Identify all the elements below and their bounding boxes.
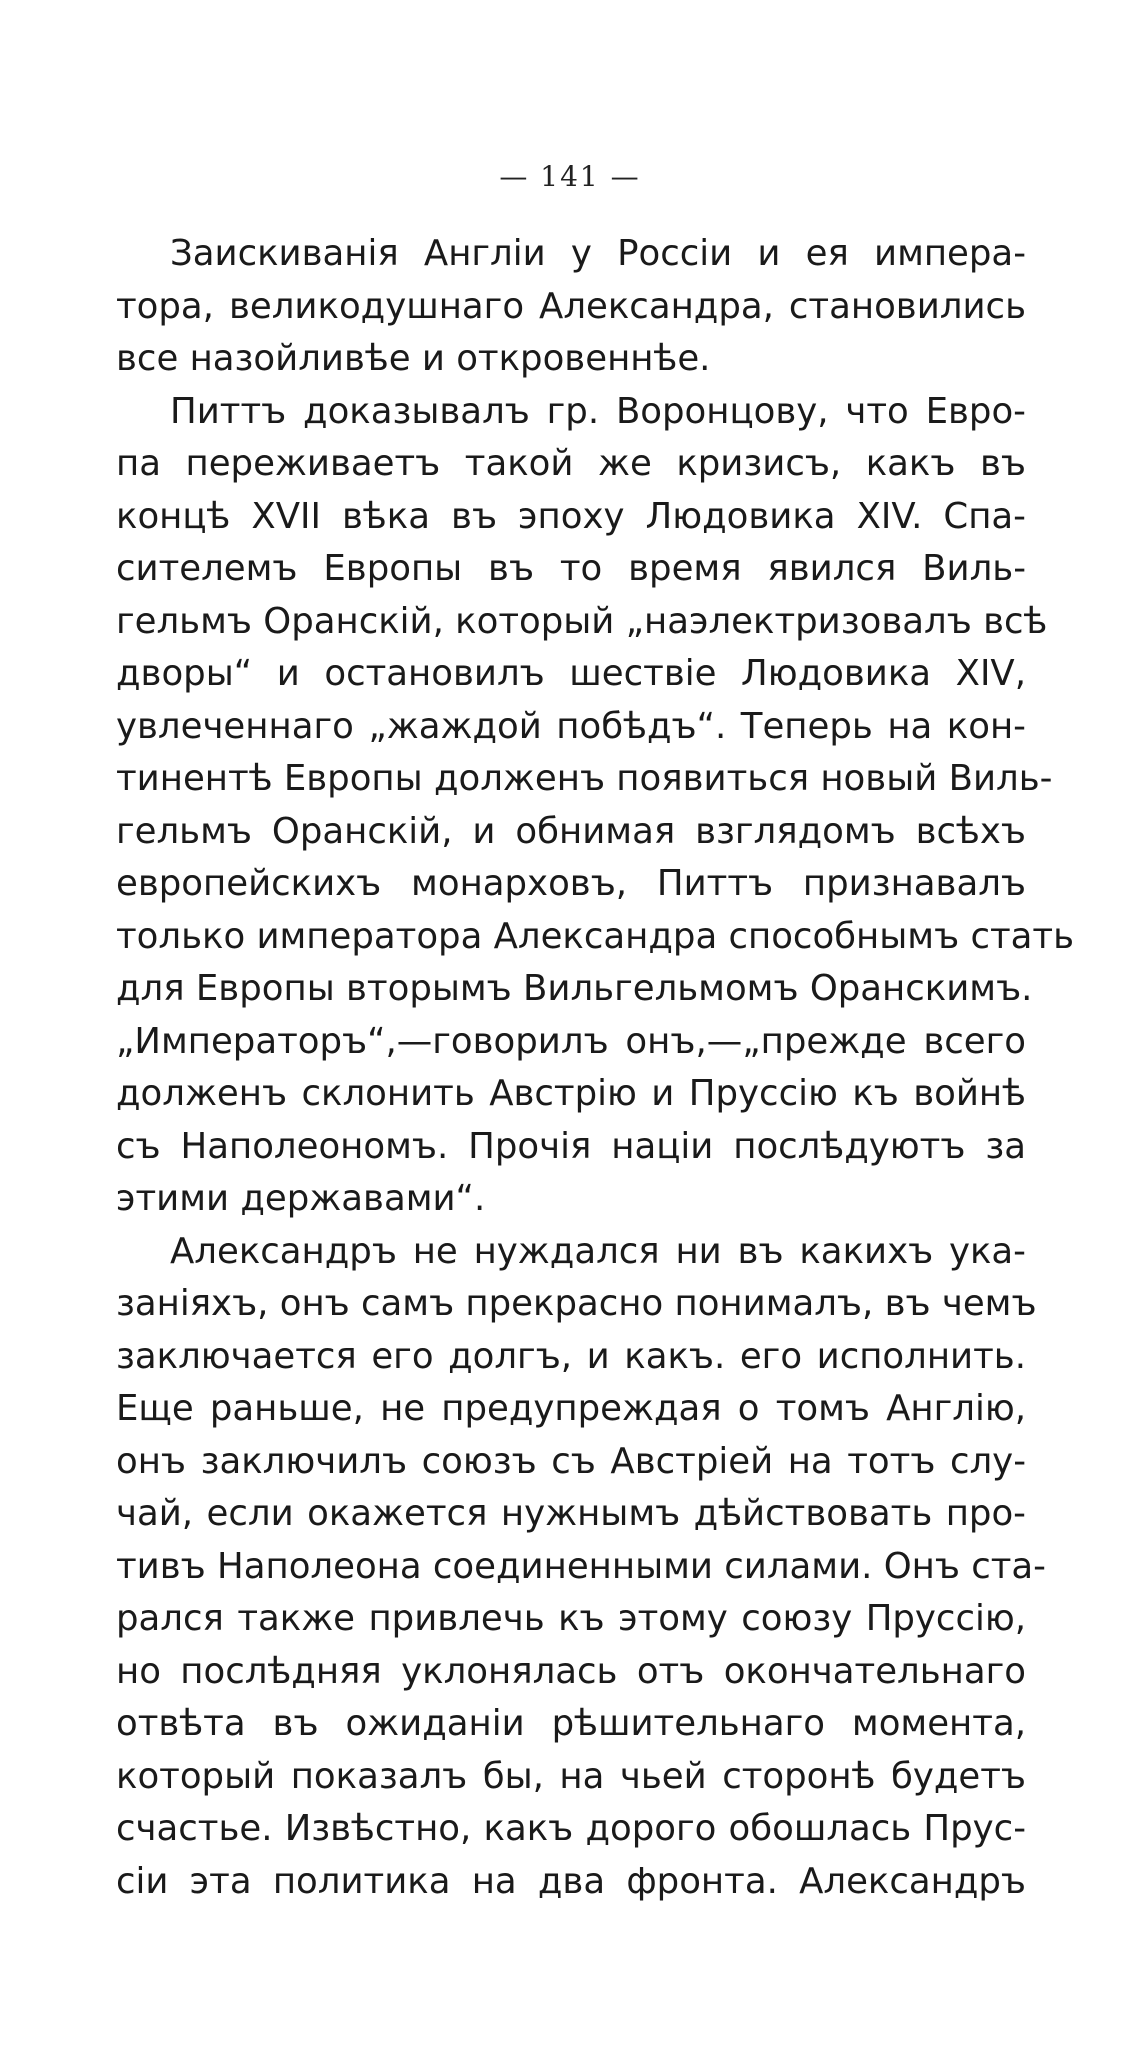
text-line: концѣ XVII вѣка въ эпоху Людовика XIV. Спа- xyxy=(116,495,1026,537)
page-number: — 141 — xyxy=(499,160,641,193)
text-line: долженъ склонить Австрію и Пруссію къ войнѣ xyxy=(116,1073,1026,1114)
text-line: этими державами“. xyxy=(116,1178,486,1219)
text-line: только императора Александра способнымъ стать xyxy=(116,915,1074,957)
paragraph-3 xyxy=(116,1226,1046,1909)
text-line: который показалъ бы, на чьей сторонѣ будетъ xyxy=(116,1755,1026,1797)
text-line: рался также привлечь къ этому союзу Пруссію, xyxy=(116,1598,1026,1639)
text-line: европейскихъ монарховъ, Питтъ признавалъ xyxy=(116,863,1026,904)
text-line: тивъ Наполеона соединенными силами. Онъ ста- xyxy=(116,1545,1046,1587)
text-line: заключается его долгъ, и какъ. его исполнить. xyxy=(116,1335,1026,1377)
text-line: сіи эта политика на два фронта. Александръ xyxy=(116,1860,1026,1902)
text-line: чай, если окажется нужнымъ дѣйствовать про- xyxy=(116,1493,1026,1534)
paragraph-1 xyxy=(116,228,1026,386)
text-line: съ Наполеономъ. Прочія націи послѣдуютъ за xyxy=(116,1125,1026,1167)
text-line: сителемъ Европы въ то время явился Виль- xyxy=(116,548,1026,589)
text-line: заніяхъ, онъ самъ прекрасно понималъ, въ чемъ xyxy=(116,1283,1037,1324)
text-line: Александръ не нуждался ни въ какихъ ука- xyxy=(170,1230,1026,1272)
text-line: Еще раньше, не предупреждая о томъ Англію, xyxy=(116,1388,1026,1429)
paragraph-2 xyxy=(116,386,1074,1226)
text-line: „Императоръ“,—говорилъ онъ,—„прежде всего xyxy=(116,1020,1026,1062)
text-line: все назойливѣе и откровеннѣе. xyxy=(116,338,711,379)
text-line: онъ заключилъ союзъ съ Австріей на тотъ слу- xyxy=(116,1440,1026,1482)
text-line: тинентѣ Европы долженъ появиться новый Виль- xyxy=(116,758,1053,799)
text-line: тора, великодушнаго Александра, становились xyxy=(116,285,1026,327)
text-line: па переживаетъ такой же кризисъ, какъ въ xyxy=(116,443,1026,484)
text-line: дворы“ и остановилъ шествіе Людовика XIV, xyxy=(116,653,1026,694)
text-line: но послѣдняя уклонялась отъ окончательнаго xyxy=(116,1650,1026,1692)
text-line: для Европы вторымъ Вильгельмомъ Оранскимъ. xyxy=(116,968,1033,1009)
text-line: увлеченнаго „жаждой побѣдъ“. Теперь на кон- xyxy=(116,705,1026,747)
text-line: гельмъ Оранскій, который „наэлектризовалъ всѣ xyxy=(116,600,1048,642)
text-line: отвѣта въ ожиданіи рѣшительнаго момента, xyxy=(116,1703,1026,1744)
body-text xyxy=(116,228,1074,1908)
text-line: счастье. Извѣстно, какъ дорого обошлась Прус- xyxy=(116,1808,1026,1849)
text-line: Питтъ доказывалъ гр. Воронцову, что Евро- xyxy=(170,390,1026,432)
text-line: Заискиванія Англіи у Россіи и ея импера- xyxy=(170,233,1026,274)
text-line: гельмъ Оранскій, и обнимая взглядомъ всѣхъ xyxy=(116,810,1026,852)
